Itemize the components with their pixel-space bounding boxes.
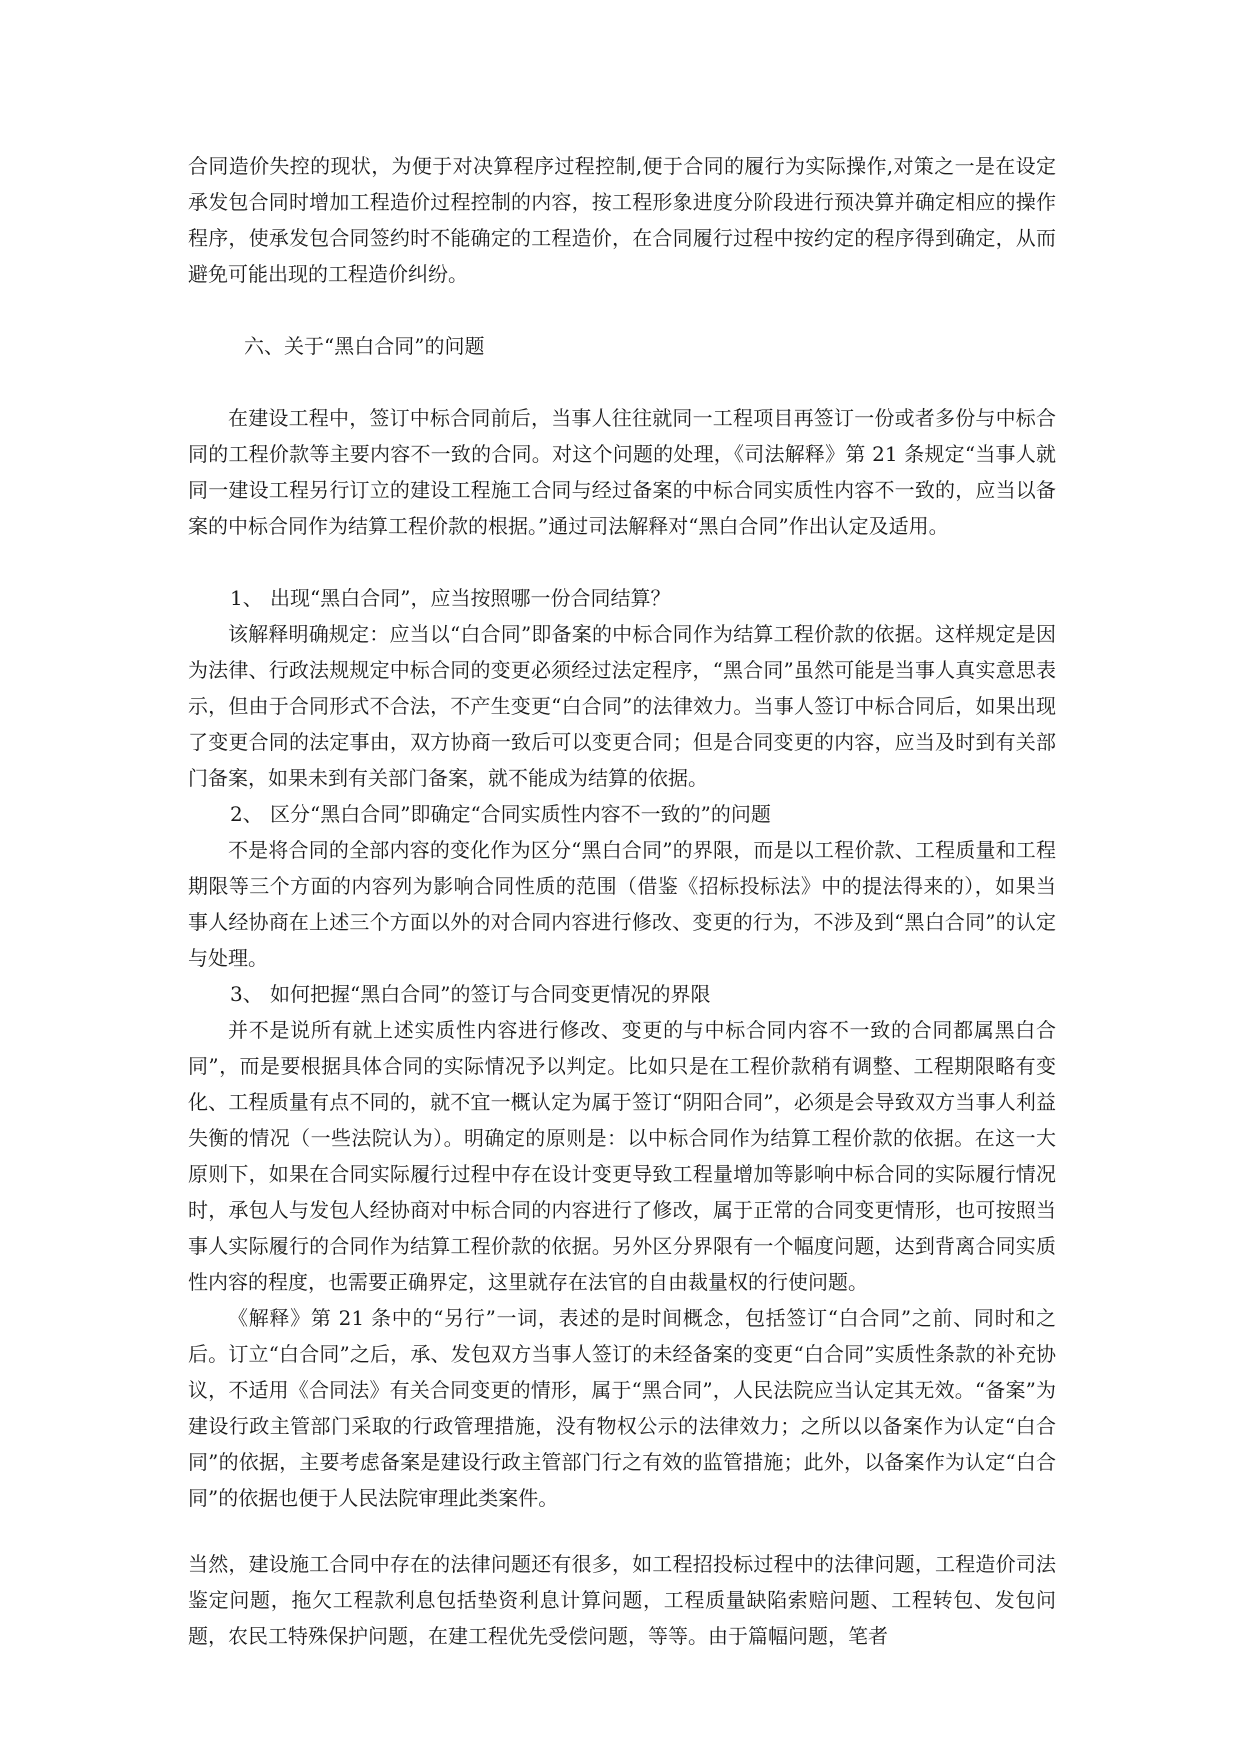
paragraph-black-white-contract-intro: 在建设工程中，签订中标合同前后，当事人往往就同一工程项目再签订一份或者多份与中标合同的工程价款等主要内容不一致的合同。对这个问题的处理，《司法解释》第 21 条规定“当事人就同一建设工程另行订立的建设工程施工合同与经过备案的中标合同实质性内容不一致的，应当以备案的中标合同作为结算工程价款的根据。”通过司法解释对“黑白合同”作出认定及适用。 (188, 406, 1056, 538)
list-item-3-title (188, 976, 1056, 1012)
paragraph-cost-control: 合同造价失控的现状，为便于对决算程序过程控制,便于合同的履行为实际操作,对策之一是在设定承发包合同时增加工程造价过程控制的内容，按工程形象进度分阶段进行预决算并确定相应的操作程序，使承发包合同签约时不能确定的工程造价，在合同履行过程中按约定的程序得到确定，从而避免可能出现的工程造价纠纷。 (188, 154, 1056, 286)
list-item-1-title (188, 580, 1056, 616)
list-item-3-body: 并不是说所有就上述实质性内容进行修改、变更的与中标合同内容不一致的合同都属黑白合同”，而是要根据具体合同的实际情况予以判定。比如只是在工程价款稍有调整、工程期限略有变化、工程质量有点不同的，就不宜一概认定为属于签订“阴阳合同”，必须是会导致双方当事人利益失衡的情况（一些法院认为）。明确定的原则是：以中标合同作为结算工程价款的依据。在这一大原则下，如果在合同实际履行过程中存在设计变更导致工程量增加等影响中标合同的实际履行情况时，承包人与发包人经协商对中标合同的内容进行了修改，属于正常的合同变更情形，也可按照当事人实际履行的合同作为结算工程价款的依据。另外区分界限有一个幅度问题，达到背离合同实质性内容的程度，也需要正确界定，这里就存在法官的自由裁量权的行使问题。 (188, 1018, 1056, 1294)
list-item-1-body: 该解释明确规定：应当以“白合同”即备案的中标合同作为结算工程价款的依据。这样规定是因为法律、行政法规规定中标合同的变更必须经过法定程序，“黑合同”虽然可能是当事人真实意思表示，但由于合同形式不合法，不产生变更“白合同”的法律效力。当事人签订中标合同后，如果出现了变更合同的法定事由，双方协商一致后可以变更合同；但是合同变更的内容，应当及时到有关部门备案，如果未到有关部门备案，就不能成为结算的依据。 (188, 622, 1056, 790)
list-title: 区分“黑白合同”即确定“合同实质性内容不一致的”的问题 (270, 802, 771, 826)
list-item-2-title (188, 796, 1056, 832)
paragraph-conclusion: 当然，建设施工合同中存在的法律问题还有很多，如工程招投标过程中的法律问题，工程造价司法鉴定问题，拖欠工程款利息包括垫资利息计算问题，工程质量缺陷索赔问题、工程转包、发包问题，农民工特殊保护问题，在建工程优先受偿问题，等等。由于篇幅问题，笔者 (188, 1552, 1056, 1648)
spacer (188, 292, 1056, 328)
list-number: 2、 (230, 802, 263, 826)
spacer (188, 544, 1056, 580)
spacer (188, 364, 1056, 400)
list-number: 1、 (230, 586, 263, 610)
document-page (188, 148, 1056, 1654)
list-item-3-body-continued: 《解释》第 21 条中的“另行”一词，表述的是时间概念，包括签订“白合同”之前、同时和之后。订立“白合同”之后，承、发包双方当事人签订的未经备案的变更“白合同”实质性条款的补充协议，不适用《合同法》有关合同变更的情形，属于“黑合同”，人民法院应当认定其无效。“备案”为建设行政主管部门采取的行政管理措施，没有物权公示的法律效力；之所以以备案作为认定“白合同”的依据，主要考虑备案是建设行政主管部门行之有效的监管措施；此外，以备案作为认定“白合同”的依据也便于人民法院审理此类案件。 (188, 1306, 1056, 1510)
list-title: 如何把握“黑白合同”的签订与合同变更情况的界限 (270, 982, 711, 1006)
list-number: 3、 (230, 982, 263, 1006)
list-item-2-body: 不是将合同的全部内容的变化作为区分“黑白合同”的界限，而是以工程价款、工程质量和工程期限等三个方面的内容列为影响合同性质的范围（借鉴《招标投标法》中的提法得来的），如果当事人经协商在上述三个方面以外的对合同内容进行修改、变更的行为，不涉及到“黑白合同”的认定与处理。 (188, 838, 1056, 970)
section-heading: 六、关于“黑白合同”的问题 (244, 334, 485, 358)
list-title: 出现“黑白合同”，应当按照哪一份合同结算？ (270, 586, 671, 610)
spacer (188, 1516, 1056, 1546)
